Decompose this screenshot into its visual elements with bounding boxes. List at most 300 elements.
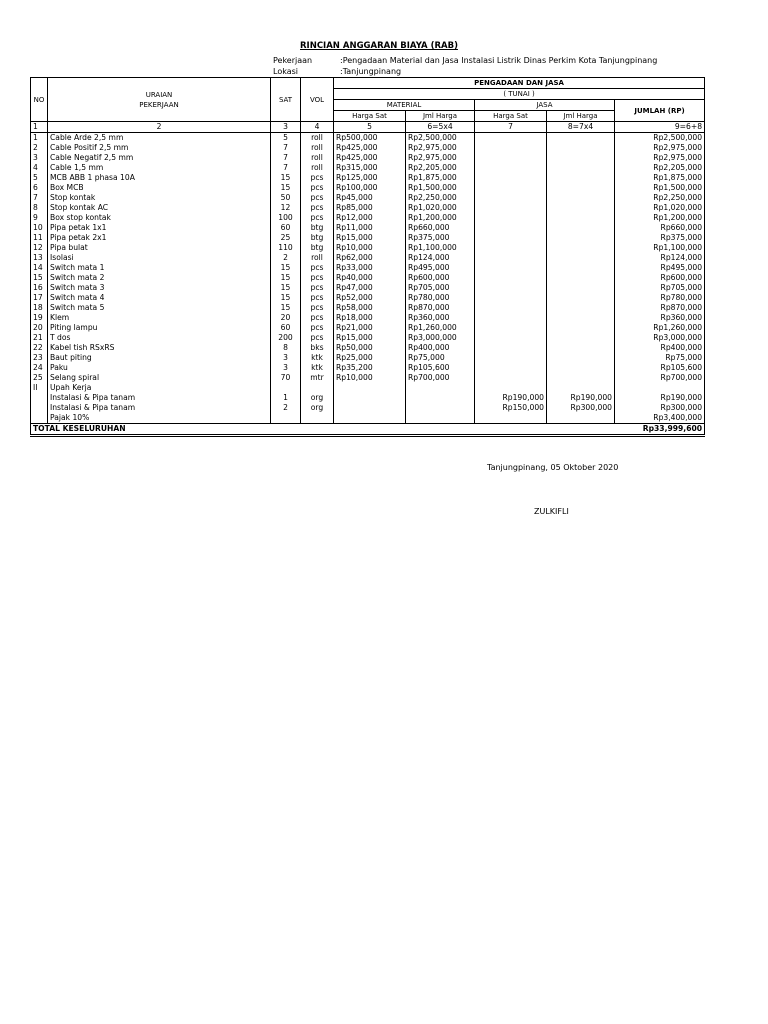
row-material-jml-harga: Rp700,000 <box>406 373 475 383</box>
table-row <box>31 413 705 424</box>
row-sat: 3 <box>271 353 301 363</box>
col-number: 1 <box>31 122 48 133</box>
row-material-jml-harga: Rp495,000 <box>406 263 475 273</box>
row-material-jml-harga <box>406 403 475 413</box>
col-number: 3 <box>271 122 301 133</box>
row-material-harga-sat: Rp62,000 <box>334 253 406 263</box>
row-uraian: Switch mata 1 <box>48 263 271 273</box>
row-jasa-jml-harga <box>547 353 615 363</box>
row-no: 12 <box>31 243 48 253</box>
row-no: 21 <box>31 333 48 343</box>
row-sat: 3 <box>271 363 301 373</box>
header-material-harga-sat: Harga Sat <box>334 111 406 122</box>
row-material-harga-sat: Rp33,000 <box>334 263 406 273</box>
row-sat: 1 <box>271 393 301 403</box>
row-sat: 25 <box>271 233 301 243</box>
row-jasa-harga-sat <box>475 313 547 323</box>
row-material-harga-sat: Rp315,000 <box>334 163 406 173</box>
table-row <box>31 383 705 393</box>
row-no: 6 <box>31 183 48 193</box>
row-material-jml-harga: Rp1,020,000 <box>406 203 475 213</box>
row-no: 18 <box>31 303 48 313</box>
row-jasa-harga-sat: Rp190,000 <box>475 393 547 403</box>
table-row <box>31 253 705 263</box>
row-vol: pcs <box>301 263 334 273</box>
row-material-jml-harga: Rp124,000 <box>406 253 475 263</box>
row-material-harga-sat: Rp15,000 <box>334 233 406 243</box>
row-material-harga-sat <box>334 383 406 393</box>
row-material-harga-sat <box>334 403 406 413</box>
row-jasa-jml-harga <box>547 343 615 353</box>
row-sat: 15 <box>271 183 301 193</box>
row-jumlah: Rp870,000 <box>615 303 705 313</box>
row-vol: ktk <box>301 353 334 363</box>
column-number-row <box>31 122 705 133</box>
row-jumlah: Rp2,500,000 <box>615 133 705 144</box>
header-jasa-harga-sat: Harga Sat <box>475 111 547 122</box>
row-jumlah: Rp600,000 <box>615 273 705 283</box>
row-jasa-jml-harga <box>547 213 615 223</box>
row-uraian: Instalasi & Pipa tanam <box>48 393 271 403</box>
row-jasa-jml-harga <box>547 243 615 253</box>
row-no: 19 <box>31 313 48 323</box>
table-row <box>31 333 705 343</box>
row-vol: pcs <box>301 333 334 343</box>
table-row <box>31 283 705 293</box>
row-material-harga-sat: Rp35,200 <box>334 363 406 373</box>
row-uraian: Stop kontak AC <box>48 203 271 213</box>
row-jumlah: Rp400,000 <box>615 343 705 353</box>
row-uraian: Cable 1,5 mm <box>48 163 271 173</box>
row-no: 10 <box>31 223 48 233</box>
row-jasa-harga-sat <box>475 323 547 333</box>
row-jasa-jml-harga <box>547 223 615 233</box>
row-sat: 200 <box>271 333 301 343</box>
row-jasa-harga-sat <box>475 183 547 193</box>
row-vol: pcs <box>301 203 334 213</box>
table-row <box>31 293 705 303</box>
row-vol: bks <box>301 343 334 353</box>
row-no <box>31 393 48 403</box>
row-jasa-jml-harga <box>547 193 615 203</box>
table-row <box>31 153 705 163</box>
row-jumlah: Rp1,020,000 <box>615 203 705 213</box>
row-jasa-harga-sat <box>475 223 547 233</box>
row-jasa-jml-harga <box>547 303 615 313</box>
col-number: 4 <box>301 122 334 133</box>
table-row <box>31 263 705 273</box>
row-material-jml-harga: Rp780,000 <box>406 293 475 303</box>
row-uraian: Upah Kerja <box>48 383 271 393</box>
row-no: 17 <box>31 293 48 303</box>
row-vol: roll <box>301 163 334 173</box>
col-number: 6=5x4 <box>406 122 475 133</box>
row-material-harga-sat: Rp45,000 <box>334 193 406 203</box>
table-row <box>31 403 705 413</box>
row-jumlah: Rp705,000 <box>615 283 705 293</box>
row-jasa-jml-harga <box>547 133 615 144</box>
row-no: 8 <box>31 203 48 213</box>
table-row <box>31 303 705 313</box>
row-vol <box>301 413 334 424</box>
row-material-harga-sat: Rp11,000 <box>334 223 406 233</box>
row-material-harga-sat: Rp425,000 <box>334 153 406 163</box>
row-material-jml-harga <box>406 413 475 424</box>
table-row <box>31 393 705 403</box>
row-material-harga-sat: Rp52,000 <box>334 293 406 303</box>
row-jasa-harga-sat <box>475 203 547 213</box>
row-jasa-jml-harga <box>547 183 615 193</box>
row-sat <box>271 383 301 393</box>
row-material-harga-sat: Rp100,000 <box>334 183 406 193</box>
row-vol: mtr <box>301 373 334 383</box>
row-no: 23 <box>31 353 48 363</box>
table-row <box>31 193 705 203</box>
meta-pekerjaan <box>273 56 658 65</box>
row-material-harga-sat <box>334 413 406 424</box>
header-uraian: URAIAN <box>48 78 271 100</box>
row-material-harga-sat: Rp25,000 <box>334 353 406 363</box>
row-uraian: Baut piting <box>48 353 271 363</box>
row-uraian: Cable Negatif 2,5 mm <box>48 153 271 163</box>
row-jasa-jml-harga <box>547 283 615 293</box>
row-material-jml-harga: Rp2,975,000 <box>406 153 475 163</box>
row-uraian: Cable Positif 2,5 mm <box>48 143 271 153</box>
table-row <box>31 163 705 173</box>
row-material-jml-harga: Rp360,000 <box>406 313 475 323</box>
header-tunai: ( TUNAI ) <box>334 89 705 100</box>
row-no: 25 <box>31 373 48 383</box>
row-jasa-harga-sat <box>475 153 547 163</box>
row-no: 14 <box>31 263 48 273</box>
row-jasa-harga-sat <box>475 333 547 343</box>
row-vol: pcs <box>301 313 334 323</box>
row-no <box>31 403 48 413</box>
row-sat: 70 <box>271 373 301 383</box>
row-sat: 5 <box>271 133 301 144</box>
row-material-harga-sat: Rp58,000 <box>334 303 406 313</box>
row-jasa-jml-harga <box>547 293 615 303</box>
row-jasa-jml-harga <box>547 163 615 173</box>
table-header <box>31 78 705 133</box>
row-jasa-jml-harga <box>547 373 615 383</box>
row-material-harga-sat: Rp425,000 <box>334 143 406 153</box>
row-jasa-jml-harga <box>547 263 615 273</box>
row-sat: 15 <box>271 293 301 303</box>
signer-name: ZULKIFLI <box>534 507 569 516</box>
row-jasa-harga-sat <box>475 283 547 293</box>
row-no: 5 <box>31 173 48 183</box>
row-jasa-harga-sat <box>475 413 547 424</box>
row-material-jml-harga: Rp2,205,000 <box>406 163 475 173</box>
row-sat: 15 <box>271 303 301 313</box>
row-sat: 8 <box>271 343 301 353</box>
table-row <box>31 173 705 183</box>
row-vol: roll <box>301 253 334 263</box>
col-number: 5 <box>334 122 406 133</box>
row-jasa-harga-sat <box>475 293 547 303</box>
row-uraian: Kabel tish RSxRS <box>48 343 271 353</box>
row-jumlah: Rp780,000 <box>615 293 705 303</box>
table-row <box>31 183 705 193</box>
header-sat: SAT <box>271 78 301 122</box>
row-material-jml-harga: Rp105,600 <box>406 363 475 373</box>
row-jumlah: Rp375,000 <box>615 233 705 243</box>
row-jasa-harga-sat: Rp150,000 <box>475 403 547 413</box>
row-jumlah: Rp495,000 <box>615 263 705 273</box>
row-jasa-harga-sat <box>475 253 547 263</box>
row-no <box>31 413 48 424</box>
row-material-harga-sat: Rp10,000 <box>334 243 406 253</box>
table-row <box>31 373 705 383</box>
row-uraian: Switch mata 4 <box>48 293 271 303</box>
row-material-jml-harga: Rp1,260,000 <box>406 323 475 333</box>
header-jasa: JASA <box>475 100 615 111</box>
header-no: NO <box>31 78 48 122</box>
row-uraian: Piting lampu <box>48 323 271 333</box>
header-material-jml-harga: Jml Harga <box>406 111 475 122</box>
header-pekerjaan: PEKERJAAN <box>48 100 271 122</box>
row-uraian: Selang spiral <box>48 373 271 383</box>
row-uraian: Pipa petak 1x1 <box>48 223 271 233</box>
row-sat: 15 <box>271 173 301 183</box>
row-sat: 60 <box>271 223 301 233</box>
row-material-jml-harga: Rp375,000 <box>406 233 475 243</box>
row-jumlah: Rp700,000 <box>615 373 705 383</box>
row-sat: 50 <box>271 193 301 203</box>
row-uraian: Instalasi & Pipa tanam <box>48 403 271 413</box>
row-material-harga-sat: Rp18,000 <box>334 313 406 323</box>
row-uraian: Box stop kontak <box>48 213 271 223</box>
table-row <box>31 203 705 213</box>
table-row <box>31 243 705 253</box>
row-material-harga-sat: Rp47,000 <box>334 283 406 293</box>
table-row <box>31 313 705 323</box>
total-value: Rp33,999,600 <box>615 424 705 436</box>
table-row <box>31 343 705 353</box>
row-uraian: Switch mata 2 <box>48 273 271 283</box>
table-row <box>31 143 705 153</box>
row-jasa-harga-sat <box>475 303 547 313</box>
row-material-jml-harga: Rp705,000 <box>406 283 475 293</box>
row-uraian: Stop kontak <box>48 193 271 203</box>
row-jasa-jml-harga <box>547 203 615 213</box>
row-no: 20 <box>31 323 48 333</box>
row-sat: 15 <box>271 273 301 283</box>
header-jumlah: JUMLAH (RP) <box>615 100 705 122</box>
table-row <box>31 223 705 233</box>
row-jumlah: Rp3,000,000 <box>615 333 705 343</box>
row-uraian: Switch mata 3 <box>48 283 271 293</box>
row-no: 3 <box>31 153 48 163</box>
row-material-jml-harga: Rp600,000 <box>406 273 475 283</box>
col-number: 7 <box>475 122 547 133</box>
row-jumlah: Rp660,000 <box>615 223 705 233</box>
row-jasa-harga-sat <box>475 173 547 183</box>
row-material-jml-harga: Rp1,100,000 <box>406 243 475 253</box>
row-jumlah: Rp190,000 <box>615 393 705 403</box>
row-no: 15 <box>31 273 48 283</box>
row-jasa-harga-sat <box>475 233 547 243</box>
row-jasa-harga-sat <box>475 353 547 363</box>
row-jasa-jml-harga <box>547 173 615 183</box>
row-vol: pcs <box>301 303 334 313</box>
pekerjaan-label: Pekerjaan <box>273 56 313 65</box>
lokasi-value: :Tanjungpinang <box>340 67 402 76</box>
row-uraian: T dos <box>48 333 271 343</box>
lokasi-label: Lokasi <box>273 67 298 76</box>
row-jumlah: Rp300,000 <box>615 403 705 413</box>
row-material-harga-sat: Rp500,000 <box>334 133 406 144</box>
row-material-jml-harga <box>406 393 475 403</box>
row-uraian: Switch mata 5 <box>48 303 271 313</box>
row-jasa-jml-harga <box>547 143 615 153</box>
total-label: TOTAL KESELURUHAN <box>31 424 615 436</box>
row-vol: btg <box>301 233 334 243</box>
row-no: 16 <box>31 283 48 293</box>
row-vol: pcs <box>301 283 334 293</box>
row-vol: roll <box>301 153 334 163</box>
row-vol: btg <box>301 223 334 233</box>
rab-table <box>30 77 705 437</box>
row-uraian: Cable Arde 2,5 mm <box>48 133 271 144</box>
place-date: Tanjungpinang, 05 Oktober 2020 <box>487 463 619 472</box>
row-jasa-jml-harga: Rp190,000 <box>547 393 615 403</box>
row-material-jml-harga <box>406 383 475 393</box>
row-vol: org <box>301 403 334 413</box>
row-vol: pcs <box>301 213 334 223</box>
col-number: 8=7x4 <box>547 122 615 133</box>
row-jasa-harga-sat <box>475 213 547 223</box>
row-jasa-jml-harga <box>547 323 615 333</box>
header-vol: VOL <box>301 78 334 122</box>
row-material-harga-sat: Rp50,000 <box>334 343 406 353</box>
table-row <box>31 233 705 243</box>
row-uraian: Pajak 10% <box>48 413 271 424</box>
row-material-harga-sat: Rp15,000 <box>334 333 406 343</box>
row-jumlah: Rp75,000 <box>615 353 705 363</box>
row-material-jml-harga: Rp2,500,000 <box>406 133 475 144</box>
row-vol: roll <box>301 133 334 144</box>
row-vol: roll <box>301 143 334 153</box>
row-material-harga-sat: Rp40,000 <box>334 273 406 283</box>
row-uraian: Box MCB <box>48 183 271 193</box>
row-sat <box>271 413 301 424</box>
table-row <box>31 133 705 144</box>
row-material-harga-sat <box>334 393 406 403</box>
row-jasa-jml-harga <box>547 273 615 283</box>
row-jumlah: Rp2,205,000 <box>615 163 705 173</box>
row-jumlah: Rp2,975,000 <box>615 143 705 153</box>
row-no: 11 <box>31 233 48 243</box>
row-jumlah: Rp1,260,000 <box>615 323 705 333</box>
row-jumlah: Rp1,200,000 <box>615 213 705 223</box>
row-jasa-harga-sat <box>475 383 547 393</box>
row-jasa-jml-harga <box>547 233 615 243</box>
row-jasa-jml-harga <box>547 313 615 323</box>
row-material-jml-harga: Rp1,875,000 <box>406 173 475 183</box>
row-jumlah: Rp3,400,000 <box>615 413 705 424</box>
row-material-jml-harga: Rp660,000 <box>406 223 475 233</box>
row-uraian: Klem <box>48 313 271 323</box>
row-material-jml-harga: Rp870,000 <box>406 303 475 313</box>
row-material-jml-harga: Rp2,975,000 <box>406 143 475 153</box>
table-row <box>31 353 705 363</box>
row-sat: 15 <box>271 283 301 293</box>
row-jumlah: Rp105,600 <box>615 363 705 373</box>
row-jasa-jml-harga <box>547 333 615 343</box>
row-material-harga-sat: Rp125,000 <box>334 173 406 183</box>
row-material-harga-sat: Rp21,000 <box>334 323 406 333</box>
row-material-jml-harga: Rp1,200,000 <box>406 213 475 223</box>
total-row <box>31 424 705 436</box>
row-sat: 110 <box>271 243 301 253</box>
row-jasa-harga-sat <box>475 373 547 383</box>
row-sat: 7 <box>271 153 301 163</box>
row-material-jml-harga: Rp400,000 <box>406 343 475 353</box>
row-material-jml-harga: Rp2,250,000 <box>406 193 475 203</box>
table-row <box>31 323 705 333</box>
col-number: 2 <box>48 122 271 133</box>
row-jasa-jml-harga <box>547 383 615 393</box>
row-jumlah <box>615 383 705 393</box>
document-title: RINCIAN ANGGARAN BIAYA (RAB) <box>300 41 458 51</box>
row-vol <box>301 383 334 393</box>
row-uraian: MCB ABB 1 phasa 10A <box>48 173 271 183</box>
row-jumlah: Rp1,500,000 <box>615 183 705 193</box>
row-no: 24 <box>31 363 48 373</box>
row-jumlah: Rp2,250,000 <box>615 193 705 203</box>
row-vol: pcs <box>301 193 334 203</box>
row-material-harga-sat: Rp85,000 <box>334 203 406 213</box>
row-jumlah: Rp360,000 <box>615 313 705 323</box>
row-vol: pcs <box>301 173 334 183</box>
row-jasa-jml-harga <box>547 413 615 424</box>
row-sat: 2 <box>271 253 301 263</box>
row-no: 13 <box>31 253 48 263</box>
table-row <box>31 213 705 223</box>
row-jasa-jml-harga <box>547 363 615 373</box>
row-sat: 2 <box>271 403 301 413</box>
table-row <box>31 273 705 283</box>
header-jasa-jml-harga: Jml Harga <box>547 111 615 122</box>
row-sat: 7 <box>271 163 301 173</box>
row-no: 9 <box>31 213 48 223</box>
row-no: 2 <box>31 143 48 153</box>
row-jasa-jml-harga: Rp300,000 <box>547 403 615 413</box>
row-vol: org <box>301 393 334 403</box>
row-jasa-harga-sat <box>475 243 547 253</box>
row-no: 4 <box>31 163 48 173</box>
row-jasa-harga-sat <box>475 273 547 283</box>
row-jasa-jml-harga <box>547 153 615 163</box>
row-jasa-harga-sat <box>475 193 547 203</box>
table-row <box>31 363 705 373</box>
row-uraian: Isolasi <box>48 253 271 263</box>
row-sat: 60 <box>271 323 301 333</box>
row-jumlah: Rp1,875,000 <box>615 173 705 183</box>
row-jumlah: Rp1,100,000 <box>615 243 705 253</box>
table-body <box>31 133 705 424</box>
row-sat: 7 <box>271 143 301 153</box>
col-number: 9=6+8 <box>615 122 705 133</box>
header-material: MATERIAL <box>334 100 475 111</box>
row-uraian: Pipa bulat <box>48 243 271 253</box>
row-vol: ktk <box>301 363 334 373</box>
row-vol: pcs <box>301 293 334 303</box>
row-vol: pcs <box>301 183 334 193</box>
row-vol: btg <box>301 243 334 253</box>
